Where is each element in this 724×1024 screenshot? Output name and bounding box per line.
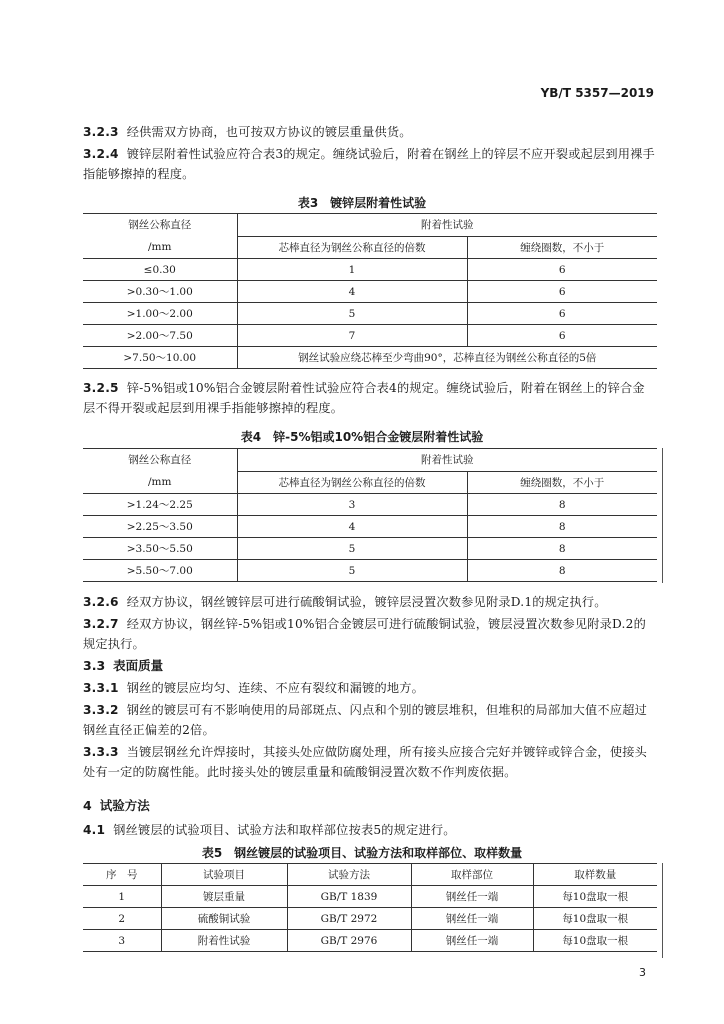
- clause-3-2-3: [83, 122, 656, 142]
- clause-number: 3.2.6: [83, 595, 119, 609]
- header-adhesion-test: 附着性试验: [237, 214, 657, 237]
- clause-3-3-1: [83, 678, 656, 698]
- table-header-row: 序 号 试验项目 试验方法 取样部位 取样数量: [83, 864, 657, 886]
- clause-text: 当镀层钢丝允许焊接时，其接头处应做防腐处理，所有接头应接合完好并镀锌或锌合金，使接头处有一定的防腐性能。此时接头处的镀层重量和硫酸铜浸置次数不作判废依据。: [83, 745, 647, 779]
- table-3-caption: 表3 镀锌层附着性试验: [297, 196, 427, 210]
- table-row: >2.25～3.50 4 8: [83, 516, 657, 538]
- clause-text: 经双方协议，钢丝锌-5%铝或10%铝合金镀层可进行硫酸铜试验，镀层浸置次数参见附录D.2的规定执行。: [83, 617, 646, 651]
- clause-number: 3.2.4: [83, 147, 119, 161]
- clause-number: 3.2.3: [83, 125, 119, 139]
- header-diameter: 钢丝公称直径 /mm: [83, 214, 237, 259]
- clause-3-2-6: [83, 592, 656, 612]
- clause-text: 钢丝镀层的试验项目、试验方法和取样部位按表5的规定进行。: [113, 823, 456, 837]
- clause-number: 4.1: [83, 823, 106, 837]
- section-4-heading: 4 试验方法: [83, 798, 150, 813]
- table-4: [83, 448, 657, 582]
- table-row: 1 镀层重量 GB/T 1839 钢丝任一端 每10盘取一根: [83, 886, 657, 908]
- header-turns: 缠绕圈数，不小于: [467, 236, 657, 259]
- table-row: >1.24～2.25 3 8: [83, 494, 657, 516]
- clause-number: 3.2.7: [83, 617, 119, 631]
- table-5: [83, 863, 657, 952]
- clause-number: 3.2.5: [83, 381, 119, 395]
- clause-3-3-2: [83, 700, 656, 740]
- table-row: 2 硫酸铜试验 GB/T 2972 钢丝任一端 每10盘取一根: [83, 908, 657, 930]
- section-3-3-heading: 3.3 表面质量: [83, 658, 164, 673]
- header-adhesion-test: 附着性试验: [237, 449, 657, 472]
- clause-text: 经供需双方协商，也可按双方协议的镀层重量供货。: [126, 125, 412, 139]
- clause-number: 3.3.1: [83, 681, 119, 695]
- table-row: >5.50～7.00 5 8: [83, 560, 657, 582]
- header-diameter: 钢丝公称直径 /mm: [83, 449, 237, 494]
- clause-3-2-7: [83, 614, 656, 654]
- clause-number: 3.3.3: [83, 745, 119, 759]
- table-row: >3.50～5.50 5 8: [83, 538, 657, 560]
- table-row: >1.00～2.00 5 6: [83, 303, 657, 325]
- table-row: 3 附着性试验 GB/T 2976 钢丝任一端 每10盘取一根: [83, 930, 657, 952]
- clause-text: 锌-5%铝或10%铝合金镀层附着性试验应符合表4的规定。缠绕试验后，附着在钢丝上的锌合金层不得开裂或起层到用裸手指能够擦掉的程度。: [83, 381, 645, 415]
- table-row: >0.30～1.00 4 6: [83, 281, 657, 303]
- table-3: [83, 213, 657, 369]
- clause-number: 3.3.2: [83, 703, 119, 717]
- clause-3-3-3: [83, 742, 656, 782]
- clause-text: 钢丝的镀层可有不影响使用的局部斑点、闪点和个别的镀层堆积，但堆积的局部加大值不应超过钢丝直径正偏差的2倍。: [83, 703, 647, 737]
- table-4-caption: 表4 锌-5%铝或10%铝合金镀层附着性试验: [240, 430, 484, 444]
- clause-text: 钢丝的镀层应均匀、连续、不应有裂纹和漏镀的地方。: [126, 681, 425, 695]
- clause-3-2-4: [83, 144, 656, 184]
- clause-text: 经双方协议，钢丝镀锌层可进行硫酸铜试验，镀锌层浸置次数参见附录D.1的规定执行。: [126, 595, 607, 609]
- page-number: 3: [639, 966, 646, 979]
- table-5-caption: 表5 钢丝镀层的试验项目、试验方法和取样部位、取样数量: [201, 846, 523, 860]
- standard-number: YB/T 5357—2019: [540, 86, 654, 100]
- scan-margin-line: [662, 863, 663, 958]
- header-mandrel: 芯棒直径为钢丝公称直径的倍数: [237, 236, 467, 259]
- scan-margin-line: [662, 448, 663, 583]
- header-mandrel: 芯棒直径为钢丝公称直径的倍数: [237, 471, 467, 494]
- clause-3-2-5: [83, 378, 656, 418]
- header-turns: 缠绕圈数，不小于: [467, 471, 657, 494]
- table-row: >2.00～7.50 7 6: [83, 325, 657, 347]
- table-row: ≤0.30 1 6: [83, 259, 657, 281]
- clause-4-1: [83, 820, 656, 840]
- clause-text: 镀锌层附着性试验应符合表3的规定。缠绕试验后，附着在钢丝上的锌层不应开裂或起层到用裸手指能够擦掉的程度。: [83, 147, 655, 181]
- table-row: >7.50～10.00 钢丝试验应绕芯棒至少弯曲90°，芯棒直径为钢丝公称直径的5倍: [83, 347, 657, 369]
